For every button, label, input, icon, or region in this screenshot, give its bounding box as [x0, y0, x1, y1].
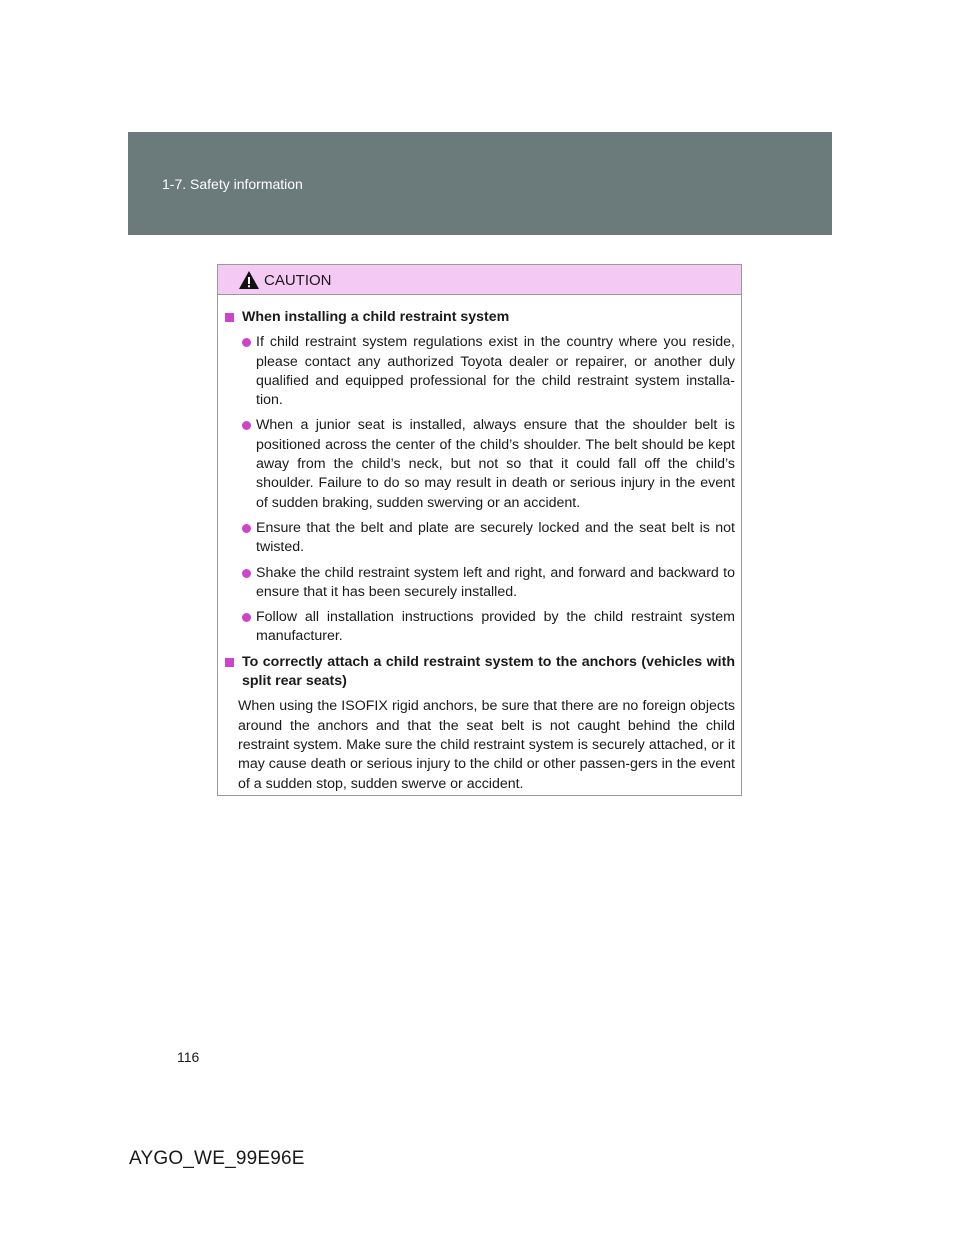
warning-icon: [238, 270, 260, 290]
bullet-icon: [242, 338, 251, 347]
caution-title: CAUTION: [264, 272, 332, 289]
square-bullet-icon: [225, 658, 234, 667]
bullet-icon: [242, 421, 251, 430]
header-bar: [128, 132, 832, 235]
caution-body: [218, 295, 741, 794]
list-item: If child restraint system regulations exist in the country where you reside, please contact any authorized Toyota dealer or repairer, or another duly qualified and equipped professional for the child restraint system installa-tion.: [232, 333, 735, 410]
bullet-icon: [242, 613, 251, 622]
list-item: Shake the child restraint system left and right, and forward and backward to ensure that it has been securely installed.: [232, 564, 735, 603]
bullet-icon: [242, 569, 251, 578]
square-bullet-icon: [225, 313, 234, 322]
caution-box: [217, 264, 742, 796]
document-code: AYGO_WE_99E96E: [129, 1148, 305, 1169]
page-number: 116: [177, 1049, 200, 1065]
list-item: Ensure that the belt and plate are securely locked and the seat belt is not twisted.: [232, 519, 735, 558]
section-paragraph: When using the ISOFIX rigid anchors, be sure that there are no foreign objects around the anchors and that the seat belt is not caught behind the child restraint system. Make sure the child restraint system is securely attached, or it may cause death or serious injury to the child or other passen-gers in the event of a sudden stop, sudden swerve or accident.: [238, 698, 735, 792]
section-heading: When installing a child restraint system: [225, 308, 735, 327]
bullet-icon: [242, 524, 251, 533]
list-item: Follow all installation instructions provided by the child restraint system manufacturer.: [232, 608, 735, 647]
list-item: When a junior seat is installed, always ensure that the shoulder belt is positioned across the center of the child’s shoulder. The belt should be kept away from the child’s neck, but not so that it could fall off the child’s shoulder. Failure to do so may result in death or serious injury in the event of sudden braking, sudden swerving or an accident.: [232, 416, 735, 512]
section-heading: To correctly attach a child restraint system to the anchors (vehicles with split rear seats): [225, 653, 735, 692]
caution-header: [218, 265, 741, 295]
section-title: 1-7. Safety information: [162, 176, 303, 192]
